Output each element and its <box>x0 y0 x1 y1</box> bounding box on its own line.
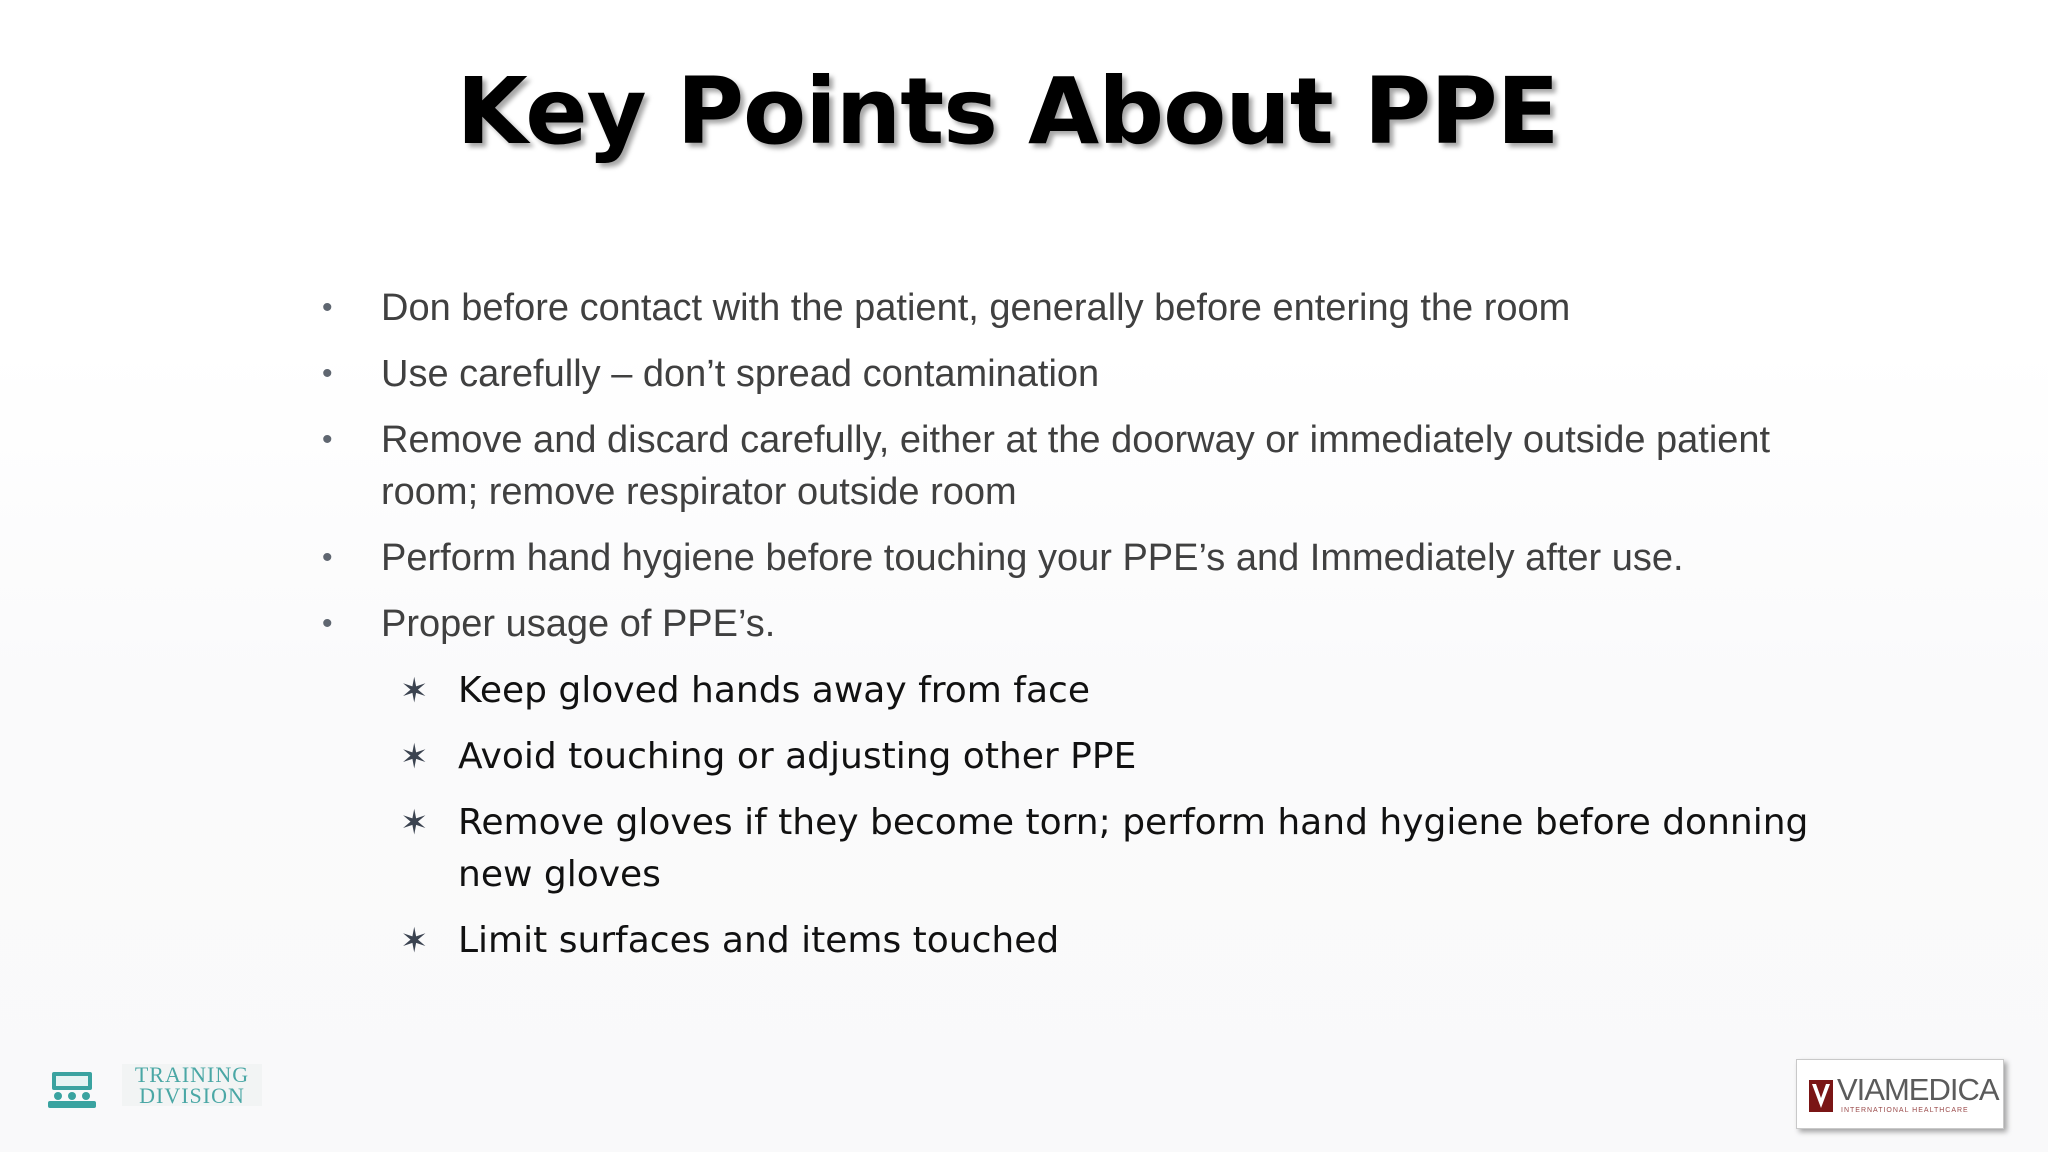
bullet-marker: • <box>322 423 333 456</box>
star-bullet-icon: ✶ <box>400 803 429 843</box>
slide-title: Key Points About PPE <box>456 58 1559 165</box>
star-bullet-icon: ✶ <box>400 737 429 777</box>
sub-bullet-item <box>400 731 1860 783</box>
bullet-text: Use carefully – don’t spread contamination <box>381 353 1100 395</box>
sub-bullet-list <box>400 665 1860 981</box>
sub-bullet-item <box>400 665 1860 717</box>
bullet-list <box>320 282 1840 664</box>
training-classroom-icon <box>44 1070 100 1110</box>
training-division-logo <box>44 1062 264 1118</box>
bullet-text: Proper usage of PPE’s. <box>381 603 776 645</box>
training-text-line2: DIVISION <box>139 1083 245 1108</box>
training-text-line1: TRAINING <box>134 1062 250 1087</box>
bullet-text: Don before contact with the patient, generally before entering the room <box>381 287 1571 329</box>
star-bullet-icon: ✶ <box>400 921 429 961</box>
sub-bullet-text: Avoid touching or adjusting other PPE <box>458 736 1137 777</box>
bullet-marker: • <box>322 541 333 574</box>
sub-bullet-text: Remove gloves if they become torn; perform hand hygiene before donning new gloves <box>458 802 1809 895</box>
sub-bullet-item <box>400 797 1860 901</box>
bullet-item <box>320 532 1840 584</box>
star-bullet-icon: ✶ <box>400 671 429 711</box>
bullet-item <box>320 282 1840 334</box>
bullet-item <box>320 598 1840 650</box>
viamedica-tagline: INTERNATIONAL HEALTHCARE <box>1841 1107 1969 1114</box>
sub-bullet-item <box>400 915 1860 967</box>
sub-bullet-text: Keep gloved hands away from face <box>458 670 1090 711</box>
bullet-text: Perform hand hygiene before touching your PPE’s and Immediately after use. <box>381 537 1684 579</box>
bullet-marker: • <box>322 357 333 390</box>
bullet-item <box>320 348 1840 400</box>
training-division-text <box>122 1064 262 1106</box>
viamedica-mark-icon <box>1809 1080 1833 1112</box>
viamedica-logo <box>1796 1059 2004 1129</box>
bullet-marker: • <box>322 607 333 640</box>
sub-bullet-text: Limit surfaces and items touched <box>458 920 1060 961</box>
bullet-text: Remove and discard carefully, either at the doorway or immediately outside patient room; remove respirator outside room <box>381 419 1771 513</box>
bullet-item <box>320 414 1840 518</box>
bullet-marker: • <box>322 291 333 324</box>
viamedica-name: VIAMEDICA <box>1837 1072 1999 1107</box>
